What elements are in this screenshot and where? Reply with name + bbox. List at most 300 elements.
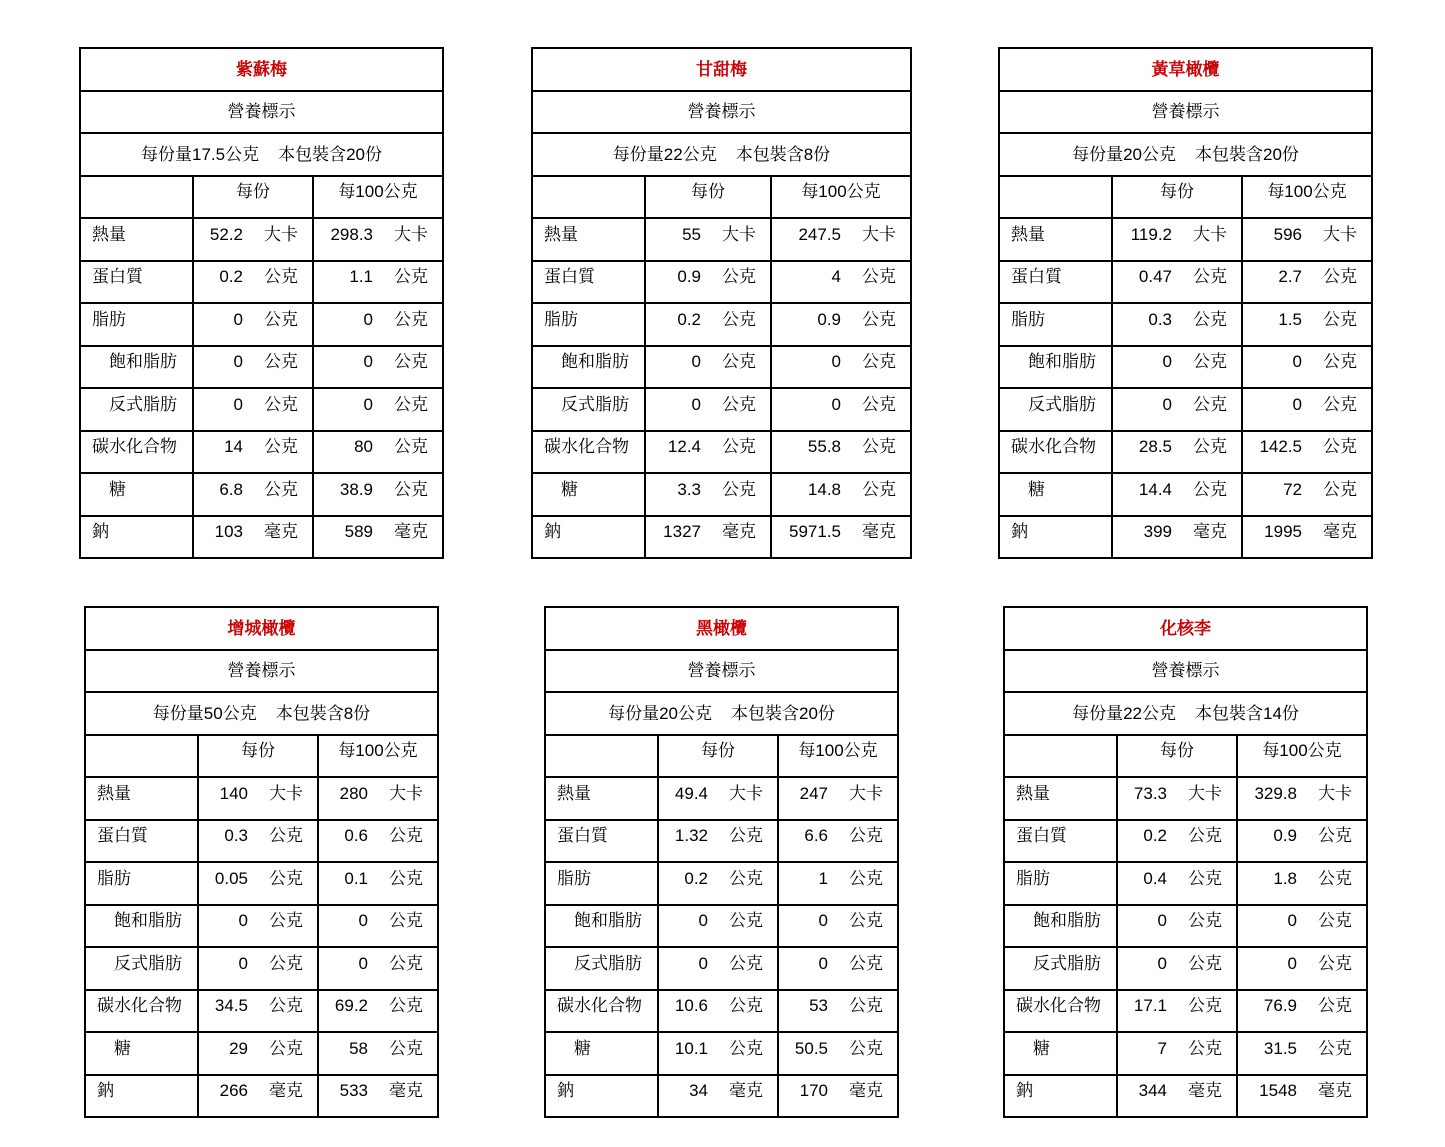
per-100g-unit: 大卡 [394, 224, 428, 244]
per-100g-cell [319, 863, 439, 906]
nutrient-label: 反式脂肪 [86, 948, 199, 991]
nutrient-label: 熱量 [533, 219, 646, 262]
per-100g-unit: 毫克 [1318, 1081, 1352, 1101]
per-serving-unit: 公克 [1193, 309, 1227, 329]
per-100g-value: 533 [339, 1081, 368, 1101]
nutrient-label: 脂肪 [1005, 863, 1118, 906]
serving-size: 每份量22公克 [1072, 703, 1176, 723]
per-serving-cell [1113, 389, 1243, 432]
nutrient-label: 反式脂肪 [1005, 948, 1118, 991]
nutrient-label: 糖 [86, 1033, 199, 1076]
per-serving-value: 0.2 [1143, 826, 1167, 846]
header-per-serving: 每份 [646, 177, 772, 220]
nutrient-label: 飽和脂肪 [86, 906, 199, 949]
per-serving-unit: 公克 [1193, 352, 1227, 372]
per-serving-value: 0.3 [1148, 309, 1172, 329]
per-100g-unit: 大卡 [389, 783, 423, 803]
per-serving-value: 6.8 [219, 479, 243, 499]
per-serving-value: 0.9 [677, 267, 701, 287]
per-100g-value: 4 [831, 267, 841, 287]
per-100g-unit: 公克 [1318, 826, 1352, 846]
label-heading: 營養標示 [86, 651, 439, 694]
per-100g-unit: 公克 [1323, 394, 1357, 414]
serving-size: 每份量22公克 [612, 144, 717, 164]
per-serving-cell [1113, 304, 1243, 347]
per-serving-unit: 公克 [269, 1038, 303, 1058]
per-100g-cell [1238, 1076, 1368, 1119]
per-100g-value: 69.2 [334, 996, 368, 1016]
per-100g-value: 0.9 [817, 309, 841, 329]
nutrition-table [544, 606, 899, 1118]
per-serving-unit: 公克 [1193, 479, 1227, 499]
per-100g-cell [1243, 219, 1373, 262]
per-serving-value: 34 [689, 1081, 708, 1101]
header-nutrient-column [81, 177, 194, 220]
per-serving-unit: 公克 [729, 953, 763, 973]
per-serving-cell [194, 389, 314, 432]
per-100g-unit: 公克 [862, 352, 896, 372]
servings-per-package: 本包裝含8份 [275, 703, 371, 723]
nutrient-label: 碳水化合物 [81, 432, 194, 475]
per-serving-unit: 公克 [264, 352, 298, 372]
nutrient-label: 碳水化合物 [1000, 432, 1113, 475]
per-serving-value: 0 [238, 953, 248, 973]
per-serving-value: 0.2 [219, 267, 243, 287]
serving-size: 每份量20公克 [1072, 144, 1176, 164]
per-100g-cell [1238, 778, 1368, 821]
per-100g-value: 0 [818, 953, 828, 973]
per-serving-value: 1327 [663, 522, 701, 542]
nutrition-table [84, 606, 439, 1118]
per-100g-unit: 公克 [389, 996, 423, 1016]
per-100g-unit: 大卡 [862, 224, 896, 244]
per-serving-value: 0 [233, 309, 243, 329]
per-serving-cell [1118, 948, 1238, 991]
per-100g-value: 0 [831, 394, 841, 414]
per-serving-value: 266 [219, 1081, 248, 1101]
per-100g-unit: 公克 [862, 394, 896, 414]
per-100g-unit: 公克 [389, 911, 423, 931]
per-serving-value: 3.3 [677, 479, 701, 499]
nutrient-label: 鈉 [1005, 1076, 1118, 1119]
nutrient-label: 飽和脂肪 [546, 906, 659, 949]
per-100g-cell [319, 1076, 439, 1119]
product-name: 紫蘇梅 [81, 49, 444, 92]
per-serving-value: 0.4 [1143, 868, 1167, 888]
per-100g-unit: 公克 [862, 309, 896, 329]
per-100g-cell [779, 821, 899, 864]
per-serving-cell [199, 778, 319, 821]
per-100g-cell [779, 991, 899, 1034]
per-serving-unit: 公克 [1188, 826, 1222, 846]
nutrient-label: 碳水化合物 [1005, 991, 1118, 1034]
nutrient-label: 反式脂肪 [546, 948, 659, 991]
per-100g-value: 329.8 [1254, 783, 1297, 803]
per-serving-value: 0 [691, 394, 701, 414]
per-100g-unit: 公克 [1318, 996, 1352, 1016]
per-100g-unit: 公克 [389, 868, 423, 888]
per-100g-unit: 公克 [1323, 352, 1357, 372]
per-serving-value: 28.5 [1138, 437, 1172, 457]
per-100g-cell [1243, 262, 1373, 305]
per-serving-value: 17.1 [1133, 996, 1167, 1016]
per-100g-value: 0 [1292, 352, 1302, 372]
per-serving-unit: 公克 [264, 437, 298, 457]
per-serving-unit: 公克 [1188, 953, 1222, 973]
per-100g-value: 0.9 [1273, 826, 1297, 846]
per-serving-cell [194, 219, 314, 262]
per-100g-cell [319, 821, 439, 864]
per-100g-cell [772, 474, 912, 517]
per-100g-unit: 公克 [1318, 868, 1352, 888]
per-serving-cell [1118, 778, 1238, 821]
nutrient-label: 反式脂肪 [533, 389, 646, 432]
per-serving-unit: 公克 [269, 911, 303, 931]
per-100g-unit: 公克 [1318, 911, 1352, 931]
per-100g-value: 31.5 [1263, 1038, 1297, 1058]
servings-per-package: 本包裝含20份 [278, 144, 382, 164]
per-serving-value: 0 [1162, 352, 1172, 372]
per-serving-unit: 公克 [722, 394, 756, 414]
per-serving-value: 399 [1143, 522, 1172, 542]
nutrient-label: 鈉 [86, 1076, 199, 1119]
per-100g-cell [319, 1033, 439, 1076]
header-per-serving: 每份 [1118, 736, 1238, 779]
per-serving-cell [1113, 474, 1243, 517]
per-100g-cell [319, 948, 439, 991]
per-100g-cell [314, 304, 444, 347]
per-100g-unit: 公克 [1323, 437, 1357, 457]
per-100g-value: 38.9 [339, 479, 373, 499]
per-serving-unit: 大卡 [269, 783, 303, 803]
per-serving-value: 0 [691, 352, 701, 372]
per-100g-value: 1.8 [1273, 868, 1297, 888]
per-100g-unit: 公克 [849, 1038, 883, 1058]
per-serving-value: 7 [1157, 1038, 1167, 1058]
per-serving-cell [1113, 517, 1243, 560]
per-100g-value: 0.6 [344, 826, 368, 846]
nutrient-label: 脂肪 [81, 304, 194, 347]
servings-per-package: 本包裝含20份 [731, 703, 835, 723]
nutrient-label: 熱量 [86, 778, 199, 821]
serving-info [546, 693, 899, 736]
per-100g-value: 142.5 [1259, 437, 1302, 457]
per-serving-value: 0.47 [1138, 267, 1172, 287]
per-100g-unit: 公克 [394, 479, 428, 499]
per-100g-cell [314, 432, 444, 475]
per-100g-unit: 大卡 [1323, 224, 1357, 244]
servings-per-package: 本包裝含20份 [1195, 144, 1299, 164]
header-nutrient-column [533, 177, 646, 220]
per-serving-unit: 大卡 [1193, 224, 1227, 244]
per-100g-value: 1548 [1259, 1081, 1297, 1101]
per-serving-unit: 公克 [264, 309, 298, 329]
header-per-serving: 每份 [199, 736, 319, 779]
per-100g-cell [772, 389, 912, 432]
per-100g-unit: 公克 [1323, 309, 1357, 329]
per-serving-value: 1.32 [674, 826, 708, 846]
per-100g-unit: 毫克 [389, 1081, 423, 1101]
per-100g-cell [779, 948, 899, 991]
per-100g-value: 2.7 [1278, 267, 1302, 287]
nutrient-label: 脂肪 [533, 304, 646, 347]
nutrient-label: 糖 [546, 1033, 659, 1076]
per-100g-unit: 毫克 [849, 1081, 883, 1101]
per-100g-cell [779, 1033, 899, 1076]
per-100g-cell [1243, 304, 1373, 347]
serving-info [86, 693, 439, 736]
label-heading: 營養標示 [1005, 651, 1368, 694]
per-serving-value: 0 [1157, 953, 1167, 973]
per-100g-value: 298.3 [330, 224, 373, 244]
header-per-serving: 每份 [194, 177, 314, 220]
per-100g-unit: 公克 [389, 826, 423, 846]
per-serving-unit: 公克 [1188, 996, 1222, 1016]
per-100g-cell [779, 863, 899, 906]
per-serving-unit: 大卡 [1188, 783, 1222, 803]
per-serving-cell [1118, 1076, 1238, 1119]
per-serving-cell [659, 991, 779, 1034]
nutrition-table [531, 47, 912, 559]
header-nutrient-column [86, 736, 199, 779]
serving-size: 每份量50公克 [152, 703, 257, 723]
per-serving-value: 49.4 [674, 783, 708, 803]
per-serving-cell [646, 304, 772, 347]
nutrition-table [1003, 606, 1368, 1118]
per-serving-unit: 公克 [729, 911, 763, 931]
per-100g-unit: 毫克 [1323, 522, 1357, 542]
per-serving-unit: 毫克 [269, 1081, 303, 1101]
per-serving-unit: 公克 [722, 267, 756, 287]
per-serving-unit: 毫克 [264, 522, 298, 542]
per-100g-cell [779, 1076, 899, 1119]
per-100g-value: 58 [349, 1038, 368, 1058]
per-serving-value: 29 [229, 1038, 248, 1058]
per-100g-unit: 公克 [849, 953, 883, 973]
per-serving-unit: 公克 [1188, 911, 1222, 931]
per-100g-cell [1243, 474, 1373, 517]
per-serving-unit: 公克 [722, 309, 756, 329]
per-100g-value: 247.5 [798, 224, 841, 244]
servings-per-package: 本包裝含14份 [1195, 703, 1299, 723]
label-heading: 營養標示 [1000, 92, 1373, 135]
per-serving-unit: 公克 [264, 479, 298, 499]
header-per-100g: 每100公克 [314, 177, 444, 220]
nutrient-label: 鈉 [533, 517, 646, 560]
per-serving-unit: 公克 [729, 1038, 763, 1058]
serving-size: 每份量20公克 [608, 703, 712, 723]
per-serving-cell [199, 1033, 319, 1076]
per-100g-cell [314, 474, 444, 517]
per-100g-value: 589 [344, 522, 373, 542]
per-serving-value: 0.2 [684, 868, 708, 888]
per-serving-cell [659, 1033, 779, 1076]
per-serving-cell [646, 389, 772, 432]
per-100g-cell [1243, 432, 1373, 475]
per-100g-value: 53 [809, 996, 828, 1016]
per-100g-value: 50.5 [794, 1038, 828, 1058]
per-100g-value: 0 [818, 911, 828, 931]
per-100g-value: 1995 [1264, 522, 1302, 542]
per-100g-value: 6.6 [804, 826, 828, 846]
per-serving-cell [646, 474, 772, 517]
per-serving-value: 55 [682, 224, 701, 244]
nutrient-label: 碳水化合物 [533, 432, 646, 475]
per-serving-unit: 公克 [1193, 394, 1227, 414]
per-serving-cell [1118, 863, 1238, 906]
per-serving-cell [659, 863, 779, 906]
per-serving-unit: 公克 [1193, 267, 1227, 287]
nutrient-label: 反式脂肪 [1000, 389, 1113, 432]
header-per-100g: 每100公克 [1238, 736, 1368, 779]
per-100g-value: 72 [1283, 479, 1302, 499]
per-100g-unit: 毫克 [394, 522, 428, 542]
per-100g-unit: 大卡 [1318, 783, 1352, 803]
per-100g-unit: 公克 [394, 394, 428, 414]
per-serving-unit: 大卡 [722, 224, 756, 244]
per-serving-unit: 公克 [722, 479, 756, 499]
per-serving-unit: 公克 [264, 267, 298, 287]
per-serving-value: 0 [1162, 394, 1172, 414]
nutrient-label: 反式脂肪 [81, 389, 194, 432]
per-serving-value: 73.3 [1133, 783, 1167, 803]
per-serving-cell [194, 347, 314, 390]
per-100g-cell [314, 517, 444, 560]
nutrient-label: 熱量 [81, 219, 194, 262]
per-100g-unit: 公克 [389, 1038, 423, 1058]
per-100g-cell [772, 219, 912, 262]
product-name: 增城橄欖 [86, 608, 439, 651]
nutrient-label: 熱量 [546, 778, 659, 821]
per-serving-unit: 公克 [269, 953, 303, 973]
header-per-100g: 每100公克 [319, 736, 439, 779]
per-serving-cell [1118, 991, 1238, 1034]
per-100g-unit: 公克 [394, 352, 428, 372]
per-serving-unit: 公克 [722, 437, 756, 457]
per-100g-unit: 公克 [849, 868, 883, 888]
product-name: 黑橄欖 [546, 608, 899, 651]
per-100g-value: 1.1 [349, 267, 373, 287]
per-serving-value: 12.4 [667, 437, 701, 457]
per-serving-cell [646, 262, 772, 305]
per-100g-value: 1 [818, 868, 828, 888]
per-100g-unit: 公克 [394, 309, 428, 329]
per-serving-cell [194, 304, 314, 347]
nutrient-label: 糖 [81, 474, 194, 517]
per-100g-cell [1243, 517, 1373, 560]
per-100g-value: 0 [358, 911, 368, 931]
label-heading: 營養標示 [81, 92, 444, 135]
per-serving-cell [646, 219, 772, 262]
serving-info [1000, 134, 1373, 177]
per-100g-cell [772, 432, 912, 475]
per-100g-cell [779, 778, 899, 821]
per-100g-cell [1238, 821, 1368, 864]
nutrition-table [998, 47, 1373, 559]
per-100g-value: 0 [358, 953, 368, 973]
per-serving-unit: 毫克 [1193, 522, 1227, 542]
per-serving-cell [1118, 821, 1238, 864]
nutrient-label: 蛋白質 [546, 821, 659, 864]
nutrient-label: 蛋白質 [1000, 262, 1113, 305]
per-serving-cell [646, 347, 772, 390]
header-nutrient-column [1000, 177, 1113, 220]
label-heading: 營養標示 [546, 651, 899, 694]
nutrient-label: 糖 [533, 474, 646, 517]
per-100g-unit: 公克 [862, 479, 896, 499]
serving-info [81, 134, 444, 177]
per-100g-unit: 公克 [862, 437, 896, 457]
per-serving-unit: 公克 [729, 996, 763, 1016]
per-100g-unit: 公克 [1318, 953, 1352, 973]
nutrient-label: 糖 [1005, 1033, 1118, 1076]
per-serving-cell [1118, 906, 1238, 949]
per-serving-unit: 大卡 [264, 224, 298, 244]
per-serving-cell [659, 906, 779, 949]
per-100g-unit: 公克 [1323, 267, 1357, 287]
per-100g-cell [1243, 347, 1373, 390]
per-serving-value: 10.1 [674, 1038, 708, 1058]
per-100g-cell [772, 262, 912, 305]
label-heading: 營養標示 [533, 92, 912, 135]
per-serving-cell [194, 474, 314, 517]
per-serving-value: 119.2 [1130, 224, 1172, 244]
header-per-serving: 每份 [659, 736, 779, 779]
per-serving-unit: 公克 [722, 352, 756, 372]
per-100g-unit: 公克 [849, 996, 883, 1016]
per-serving-unit: 毫克 [1188, 1081, 1222, 1101]
per-serving-cell [1113, 347, 1243, 390]
serving-size: 每份量17.5公克 [140, 144, 260, 164]
nutrient-label: 熱量 [1005, 778, 1118, 821]
per-100g-cell [772, 517, 912, 560]
per-serving-value: 52.2 [209, 224, 243, 244]
nutrition-table [79, 47, 444, 559]
nutrient-label: 脂肪 [546, 863, 659, 906]
per-serving-cell [659, 778, 779, 821]
header-per-100g: 每100公克 [1243, 177, 1373, 220]
nutrient-label: 飽和脂肪 [533, 347, 646, 390]
per-100g-unit: 大卡 [849, 783, 883, 803]
per-serving-cell [659, 821, 779, 864]
nutrient-label: 鈉 [1000, 517, 1113, 560]
per-100g-cell [319, 906, 439, 949]
per-100g-cell [1238, 863, 1368, 906]
per-serving-cell [1113, 432, 1243, 475]
per-100g-value: 280 [339, 783, 368, 803]
per-serving-unit: 毫克 [722, 522, 756, 542]
serving-info [1005, 693, 1368, 736]
per-serving-cell [199, 991, 319, 1034]
per-serving-value: 0.05 [214, 868, 248, 888]
per-100g-cell [314, 262, 444, 305]
nutrient-label: 飽和脂肪 [81, 347, 194, 390]
per-serving-cell [646, 432, 772, 475]
per-serving-unit: 公克 [269, 826, 303, 846]
per-serving-cell [194, 517, 314, 560]
per-100g-unit: 公克 [394, 267, 428, 287]
per-serving-value: 0 [1157, 911, 1167, 931]
per-serving-value: 0 [238, 911, 248, 931]
per-100g-cell [319, 778, 439, 821]
per-serving-value: 0 [233, 352, 243, 372]
per-serving-value: 0.2 [677, 309, 701, 329]
per-100g-value: 0 [363, 352, 373, 372]
per-100g-value: 0 [1292, 394, 1302, 414]
per-serving-value: 10.6 [674, 996, 708, 1016]
per-serving-cell [199, 821, 319, 864]
per-serving-cell [1118, 1033, 1238, 1076]
